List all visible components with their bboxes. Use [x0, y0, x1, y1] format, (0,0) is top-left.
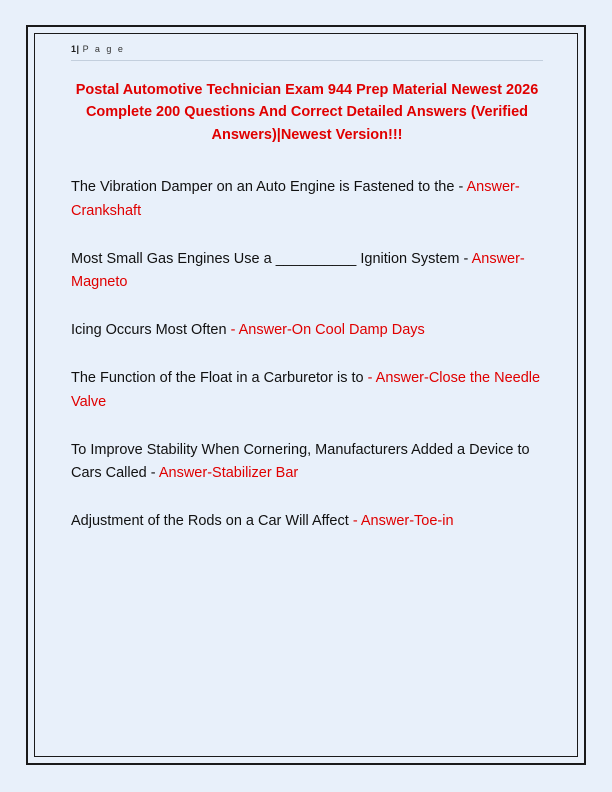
document-page-inner-border	[34, 33, 578, 757]
qa-item-6	[71, 510, 543, 533]
question-text: The Vibration Damper on an Auto Engine is Fastened to the -	[71, 179, 467, 196]
question-text: Adjustment of the Rods on a Car Will Affect	[71, 513, 353, 530]
document-title: Postal Automotive Technician Exam 944 Prep Material Newest 2026 Complete 200 Questions And Correct Detailed Answers (Verified Answers)|Newest Version!!!	[75, 82, 539, 143]
document-content	[35, 34, 577, 756]
answer-text: - Answer-Close the Needle Valve	[71, 370, 541, 410]
page-number: 1	[71, 44, 77, 54]
question-text: Icing Occurs Most Often	[71, 322, 231, 339]
answer-text: Answer-Magneto	[71, 250, 525, 290]
qa-item-2	[71, 248, 543, 294]
qa-item-4	[71, 367, 543, 413]
qa-item-5	[71, 439, 543, 485]
answer-text: Answer-Crankshaft	[71, 179, 520, 219]
answer-text: Answer-Stabilizer Bar	[158, 464, 299, 481]
answer-text: - Answer-Toe-in	[352, 513, 454, 530]
question-text: To Improve Stability When Cornering, Manufacturers Added a Device to Cars Called -	[71, 441, 530, 481]
question-text: The Function of the Float in a Carburetor is to	[71, 370, 368, 387]
page-separator: |	[76, 44, 80, 54]
answer-text: - Answer-On Cool Damp Days	[230, 322, 425, 339]
page-label: P a g e	[82, 44, 125, 54]
qa-item-1	[71, 176, 543, 222]
document-page-border	[26, 25, 586, 765]
qa-item-3	[71, 319, 543, 342]
question-text: Most Small Gas Engines Use a __________ Ignition System -	[71, 250, 472, 267]
page-header	[71, 44, 543, 61]
